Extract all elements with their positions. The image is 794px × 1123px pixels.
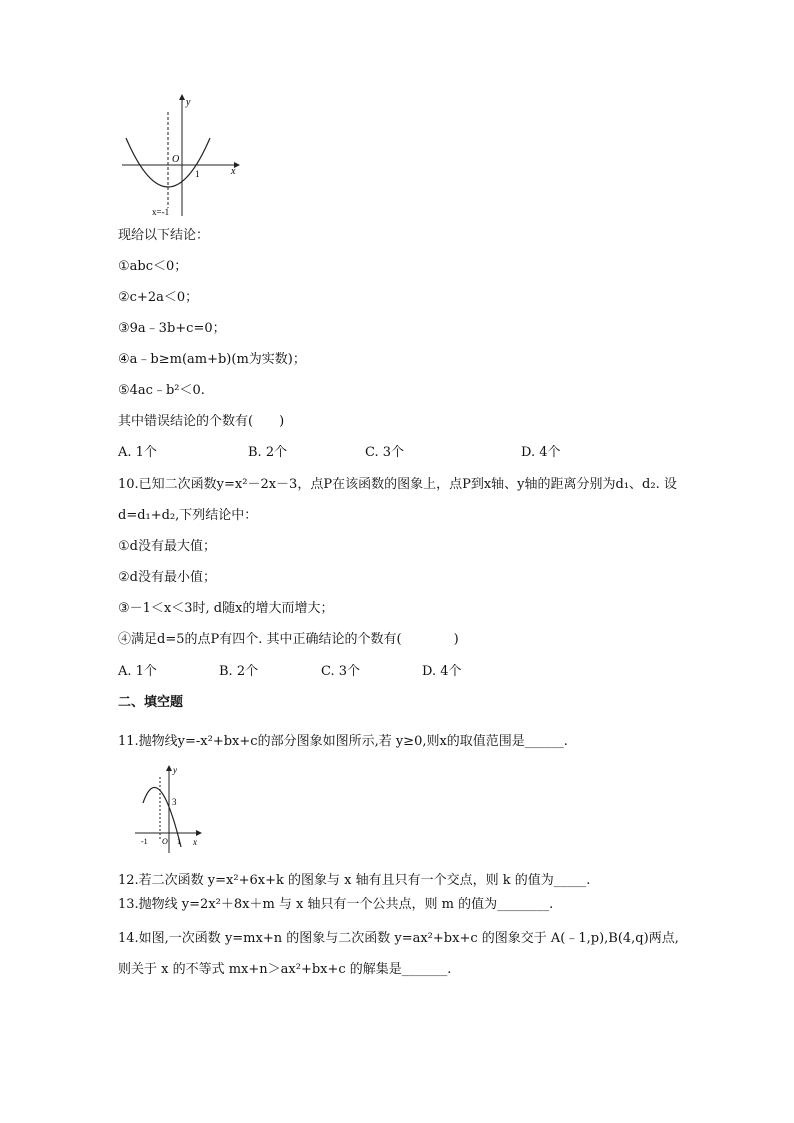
x-axis-arrow bbox=[196, 830, 202, 836]
origin-label: O bbox=[162, 837, 168, 846]
q12-text: 12.若二次函数 y=x²+6x+k 的图象与 x 轴有且只有一个交点，则 k 的值为_____. bbox=[118, 873, 591, 888]
q10-stem-line-1: 10.已知二次函数y=x²－2x－3，点P在该函数的图象上，点P到x轴、y轴的距离分别为d₁、d₂. 设 bbox=[118, 477, 677, 492]
q10-conclusion-2: ②d没有最小值； bbox=[118, 570, 216, 585]
three-label: 3 bbox=[172, 797, 177, 807]
x-axis-label: x bbox=[231, 166, 236, 177]
parabola-figure-2 bbox=[133, 763, 205, 855]
q9-option-d: D. 4个 bbox=[521, 445, 561, 460]
q9-conclusion-2: ②c+2a＜0； bbox=[118, 290, 199, 305]
q9-option-a: A. 1个 bbox=[118, 445, 157, 460]
q9-conclusion-4: ④a﹣b≥m(am+b)(m为实数)； bbox=[118, 352, 306, 367]
q10-conclusion-1: ①d没有最大值； bbox=[118, 539, 216, 554]
parabola-figure-1 bbox=[118, 92, 244, 218]
q10-option-a: A. 1个 bbox=[118, 664, 157, 679]
q9-question: 其中错误结论的个数有( ) bbox=[118, 414, 285, 429]
q10-option-d: D. 4个 bbox=[422, 664, 462, 679]
y-axis-label: y bbox=[186, 97, 191, 108]
q10-stem-line-2: d=d₁+d₂,下列结论中： bbox=[118, 508, 258, 523]
q9-conclusion-1: ①abc＜0； bbox=[118, 259, 188, 274]
origin-label: O bbox=[172, 154, 180, 165]
q9-conclusion-5: ⑤4ac﹣b²＜0. bbox=[118, 383, 205, 398]
section-heading: 二、填空题 bbox=[118, 695, 184, 710]
q10-option-b: B. 2个 bbox=[219, 664, 259, 679]
q10-conclusion-3: ③－1＜x＜3时, d随x的增大而增大； bbox=[118, 601, 334, 616]
one-label: 1 bbox=[195, 169, 200, 179]
x-axis-label: x bbox=[193, 837, 197, 847]
axis-of-symmetry-label: x=-1 bbox=[152, 207, 170, 217]
q14-line-1: 14.如图,一次函数 y=mx+n 的图象与二次函数 y=ax²+bx+c 的图象交于 A(﹣1,p),B(4,q)两点, bbox=[118, 931, 679, 946]
q10-option-c: C. 3个 bbox=[321, 664, 361, 679]
y-axis-arrow bbox=[166, 765, 172, 771]
q10-conclusion-4: ④满足d=5的点P有四个. 其中正确结论的个数有( ) bbox=[118, 632, 459, 647]
q13-text: 13.抛物线 y=2x²＋8x＋m 与 x 轴只有一个公共点，则 m 的值为________. bbox=[118, 897, 554, 912]
q9-option-b: B. 2个 bbox=[248, 445, 288, 460]
q14-line-2: 则关于 x 的不等式 mx+n＞ax²+bx+c 的解集是_______. bbox=[118, 962, 452, 977]
one-label: 1 bbox=[177, 837, 181, 846]
neg-one-label: -1 bbox=[141, 837, 148, 846]
y-axis-label: y bbox=[173, 765, 177, 775]
q11-text: 11.抛物线y=-x²+bx+c的部分图象如图所示,若 y≥0,则x的取值范围是______. bbox=[118, 734, 568, 749]
y-axis-arrow bbox=[179, 94, 185, 100]
q9-option-c: C. 3个 bbox=[365, 445, 405, 460]
q9-conclusion-3: ③9a﹣3b+c=0； bbox=[118, 321, 226, 336]
q9-intro: 现给以下结论： bbox=[118, 228, 210, 243]
